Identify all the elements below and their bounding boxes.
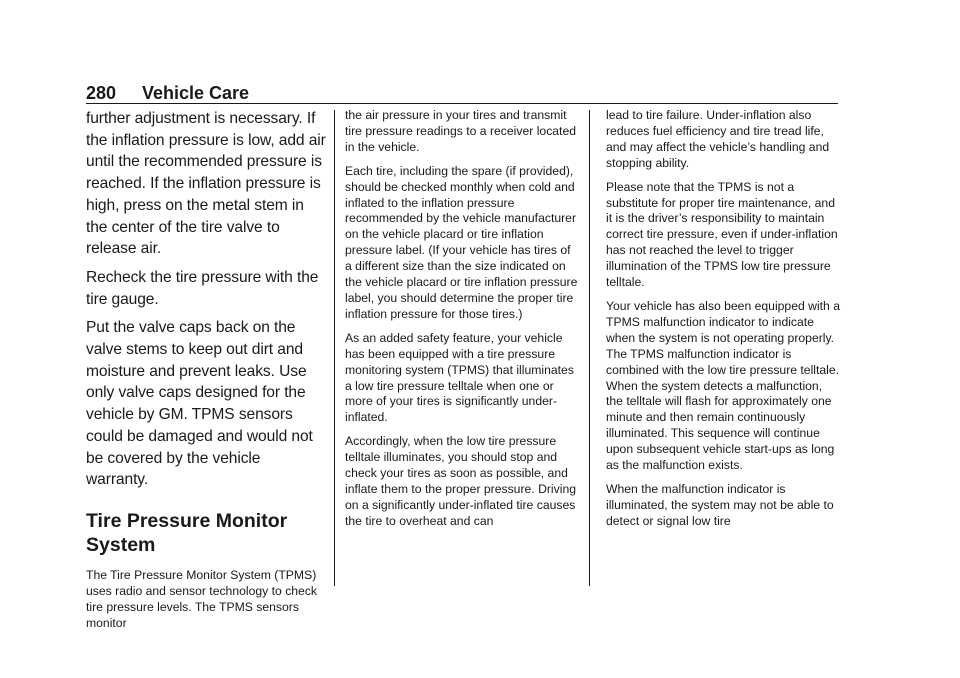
paragraph: Please note that the TPMS is not a substitute for proper tire maintenance, and it is the driver’s responsibility to maintain correct tire pressure, even if under-inflation has not reached the level to trigger illumination of the TPMS low tire pressure telltale.	[606, 179, 838, 290]
paragraph: further adjustment is necessary. If the inflation pressure is low, add air until the recommended pressure is reached. If the inflation pressure is high, press on the metal stem in the center of the tire valve to release air.	[86, 110, 326, 258]
paragraph: When the malfunction indicator is illuminated, the system may not be able to detect or signal low tire	[606, 481, 834, 528]
header-rule	[86, 103, 838, 104]
text-column-1	[86, 108, 326, 640]
section-title: Vehicle Care	[142, 83, 250, 103]
paragraph: The Tire Pressure Monitor System (TPMS) uses radio and sensor technology to check tire pressure levels. The TPMS sensors monitor	[86, 567, 318, 630]
column-divider-2	[589, 110, 590, 586]
section-heading: Tire Pressure Monitor System	[86, 509, 288, 557]
text-column-2	[345, 108, 579, 538]
paragraph: the air pressure in your tires and transmit tire pressure readings to a receiver located in the vehicle.	[345, 108, 577, 154]
paragraph: Each tire, including the spare (if provided), should be checked monthly when cold and inflated to the inflation pressure recommended by the vehicle manufacturer on the vehicle placard or tire inflation pressure label. (If your vehicle has tires of a different size than the size indicated on the vehicle placard or tire inflation pressure label, you should determine the proper tire inflation pressure for those tires.)	[345, 163, 578, 321]
column-divider-1	[334, 110, 335, 586]
page-number: 280	[86, 83, 117, 103]
paragraph: As an added safety feature, your vehicle has been equipped with a tire pressure monitoring system (TPMS) that illuminates a low tire pressure telltale when one or more of your tires is significantly under-inflated.	[345, 330, 574, 425]
paragraph: Put the valve caps back on the valve stems to keep out dirt and moisture and prevent leaks. Use only valve caps designed for the vehicle by GM. TPMS sensors could be damaged and would not be covered by the vehicle warranty.	[86, 319, 313, 489]
paragraph: Your vehicle has also been equipped with a TPMS malfunction indicator to indicate when the system is not operating properly. The TPMS malfunction indicator is combined with the low tire pressure telltale. When the system detects a malfunction, the telltale will flash for approximately one minute and then remain continuously illuminated. This sequence will continue upon subsequent vehicle start-ups as long as the malfunction exists.	[606, 298, 840, 473]
text-column-3	[606, 108, 840, 538]
paragraph: lead to tire failure. Under-inflation also reduces fuel efficiency and tire tread life, and may affect the vehicle’s handling and stopping ability.	[606, 108, 830, 170]
paragraph: Recheck the tire pressure with the tire gauge.	[86, 268, 319, 308]
paragraph: Accordingly, when the low tire pressure telltale illuminates, you should stop and check your tires as soon as possible, and inflate them to the proper pressure. Driving on a significantly under-inflated tire causes the tire to overheat and can	[345, 434, 576, 528]
